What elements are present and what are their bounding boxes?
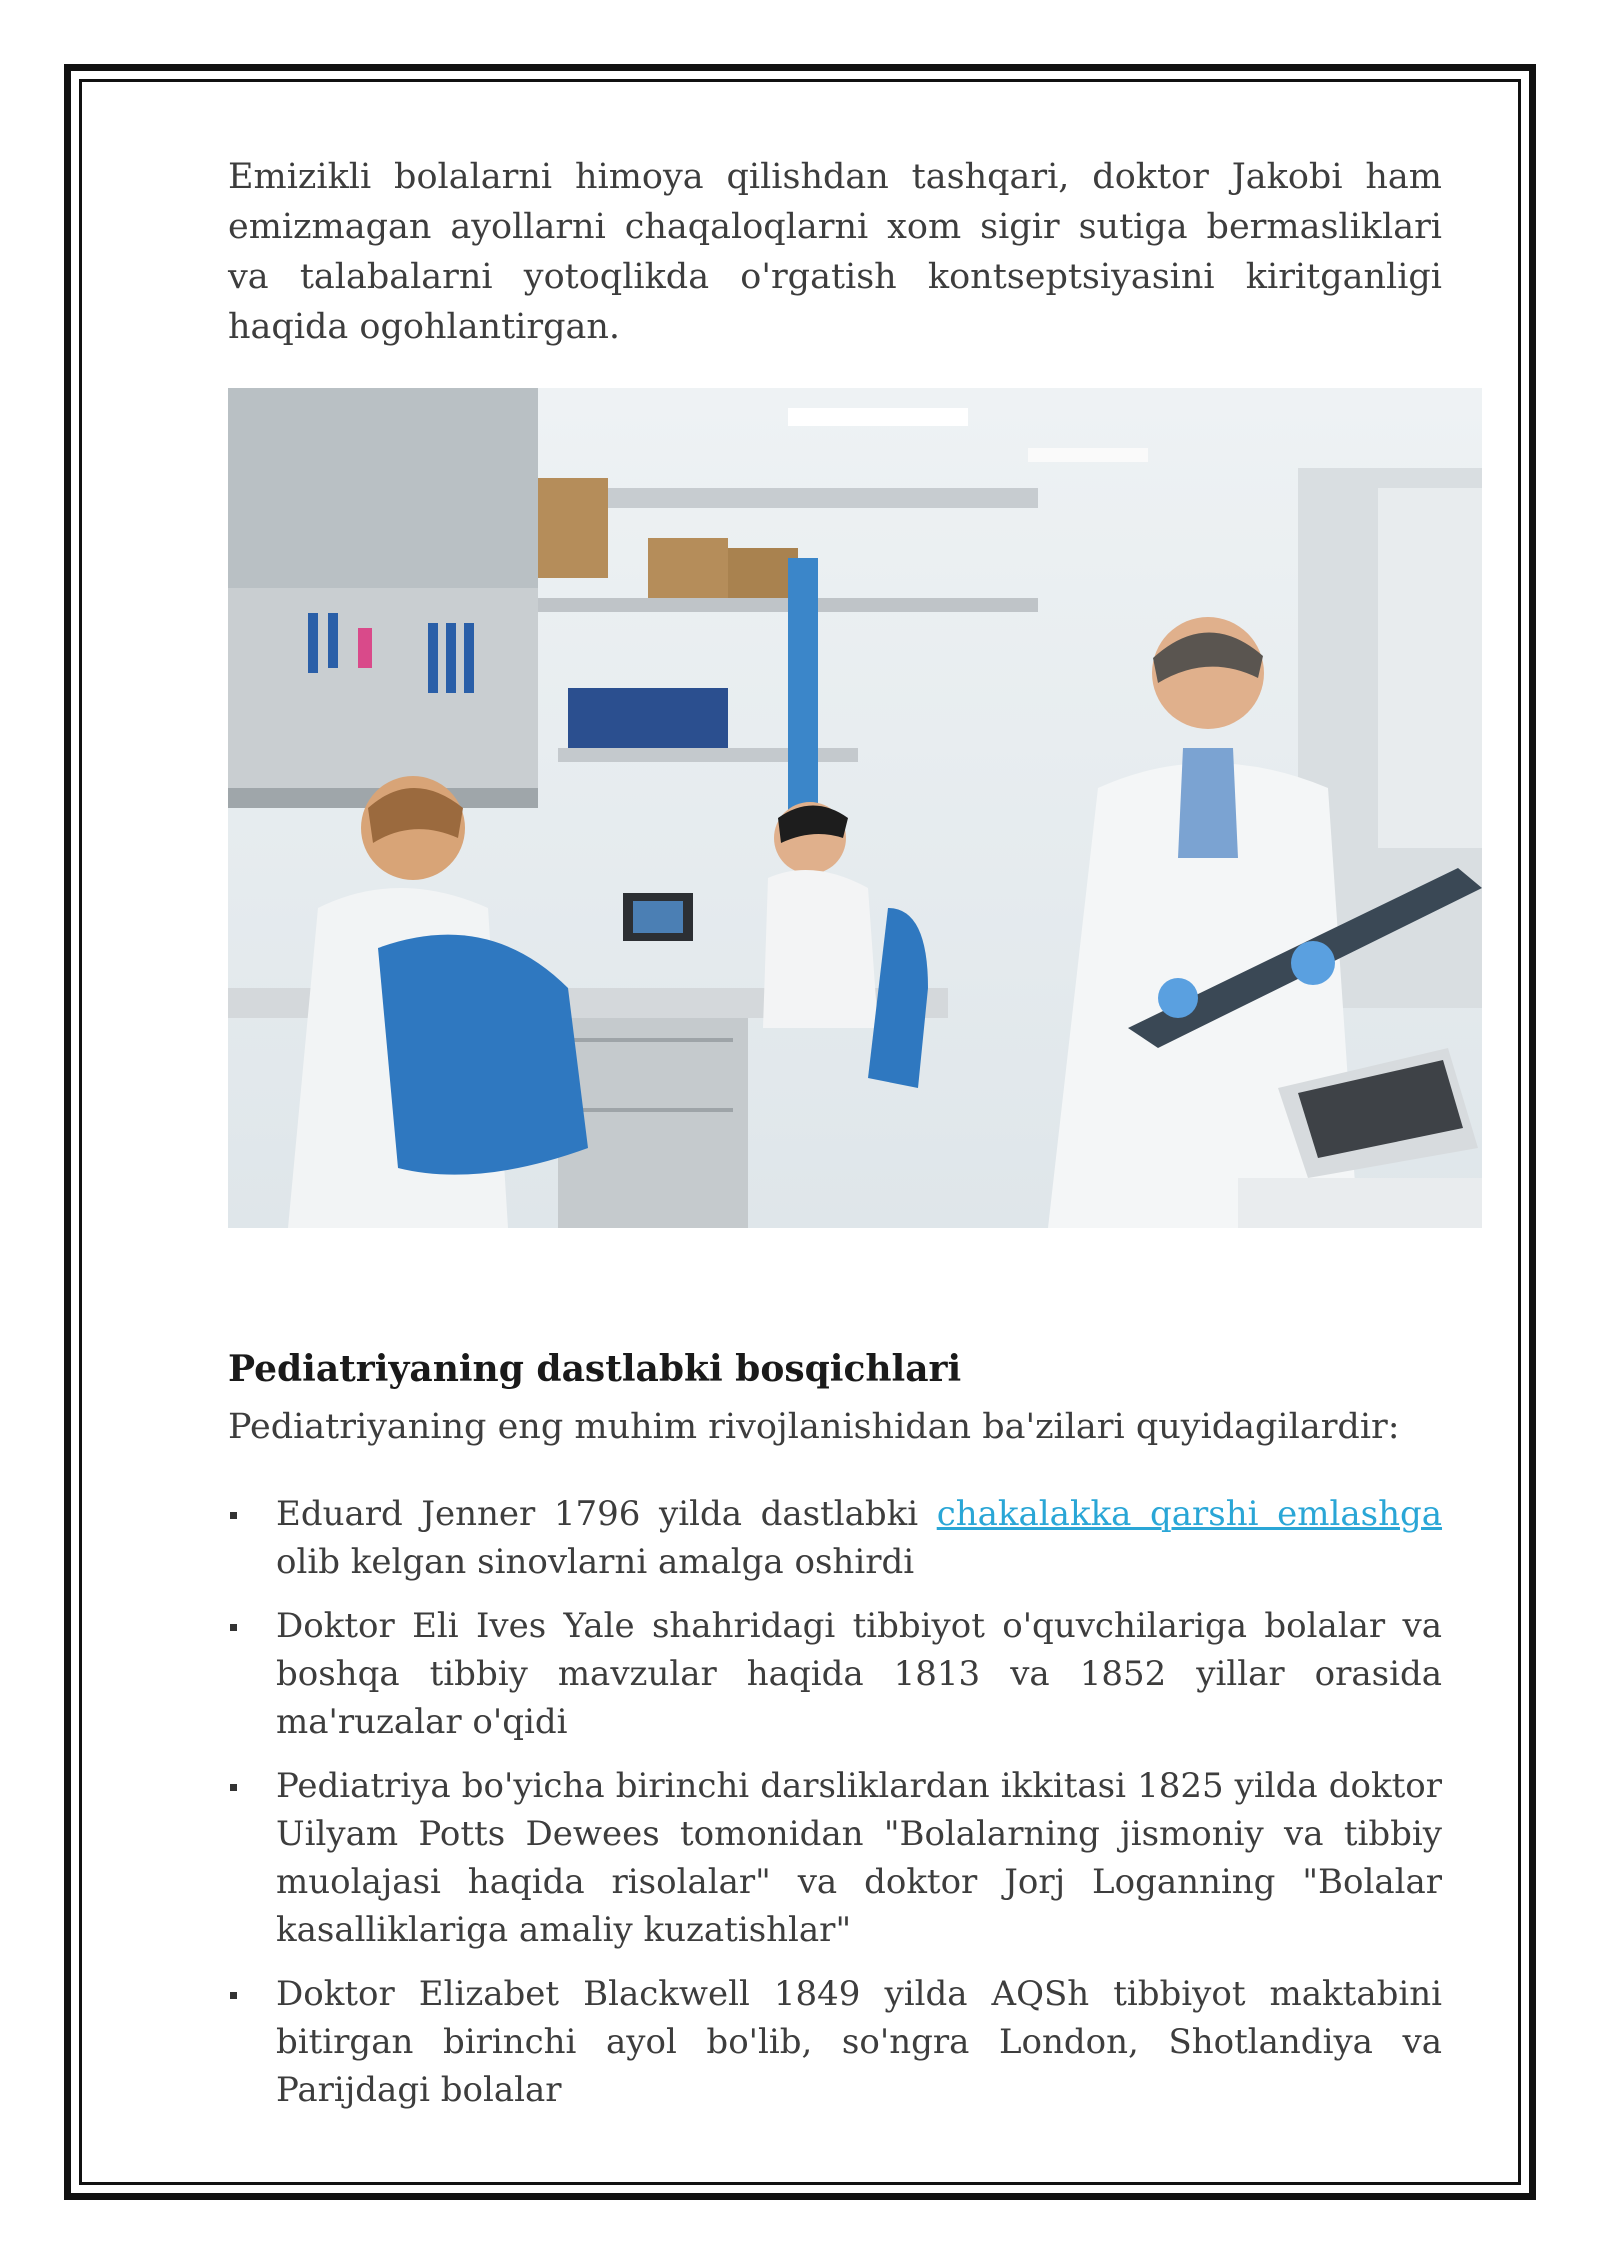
bullet-marker xyxy=(230,1992,237,1999)
list-item xyxy=(228,1762,1442,1954)
intro-block xyxy=(228,152,1442,352)
list-item xyxy=(228,1490,1442,1586)
bullet-marker xyxy=(230,1512,237,1519)
list-item-text-before: Eduard Jenner 1796 yilda dastlabki xyxy=(276,1494,937,1534)
vaccination-link[interactable]: chakalakka qarshi emlashga xyxy=(936,1494,1443,1534)
laboratory-photo xyxy=(228,388,1482,1228)
intro-paragraph: Emizikli bolalarni himoya qilishdan tashqari, doktor Jakobi ham emizmagan ayollarni chaqaloqlarni xom sigir sutiga bermasliklari va talabalarni yotoqlikda o'rgatish kontseptsiyasini kiritganligi haqida ogohlantirgan. xyxy=(228,157,1442,347)
section-heading: Pediatriyaning dastlabki bosqichlari xyxy=(228,1348,962,1390)
list-item xyxy=(228,1602,1442,1746)
list-item-text: Doktor Elizabet Blackwell 1849 yilda AQSh tibbiyot maktabini bitirgan birinchi ayol bo'lib, so'ngra London, Shotlandiya va Parijdagi bolalar xyxy=(276,1974,1442,2110)
list-item-text-after: olib kelgan sinovlarni amalga oshirdi xyxy=(276,1542,915,1582)
list-item-text: Doktor Eli Ives Yale shahridagi tibbiyot o'quvchilariga bolalar va boshqa tibbiy mavzular haqida 1813 va 1852 yillar orasida ma'ruzalar o'qidi xyxy=(276,1606,1442,1742)
section-intro: Pediatriyaning eng muhim rivojlanishidan ba'zilari quyidagilardir: xyxy=(228,1407,1400,1447)
list-item-text xyxy=(276,1490,1442,1586)
bullet-marker xyxy=(230,1784,237,1791)
list-item xyxy=(228,1970,1442,2114)
bullet-marker xyxy=(230,1624,237,1631)
list-item-text: Pediatriya bo'yicha birinchi darsliklardan ikkitasi 1825 yilda doktor Uilyam Potts Dewees tomonidan "Bolalarning jismoniy va tibbiy muolajasi haqida risolalar" va doktor Jorj Loganning "Bolalar kasalliklariga amaliy kuzatishlar" xyxy=(276,1766,1442,1950)
milestones-list xyxy=(228,1490,1442,2130)
